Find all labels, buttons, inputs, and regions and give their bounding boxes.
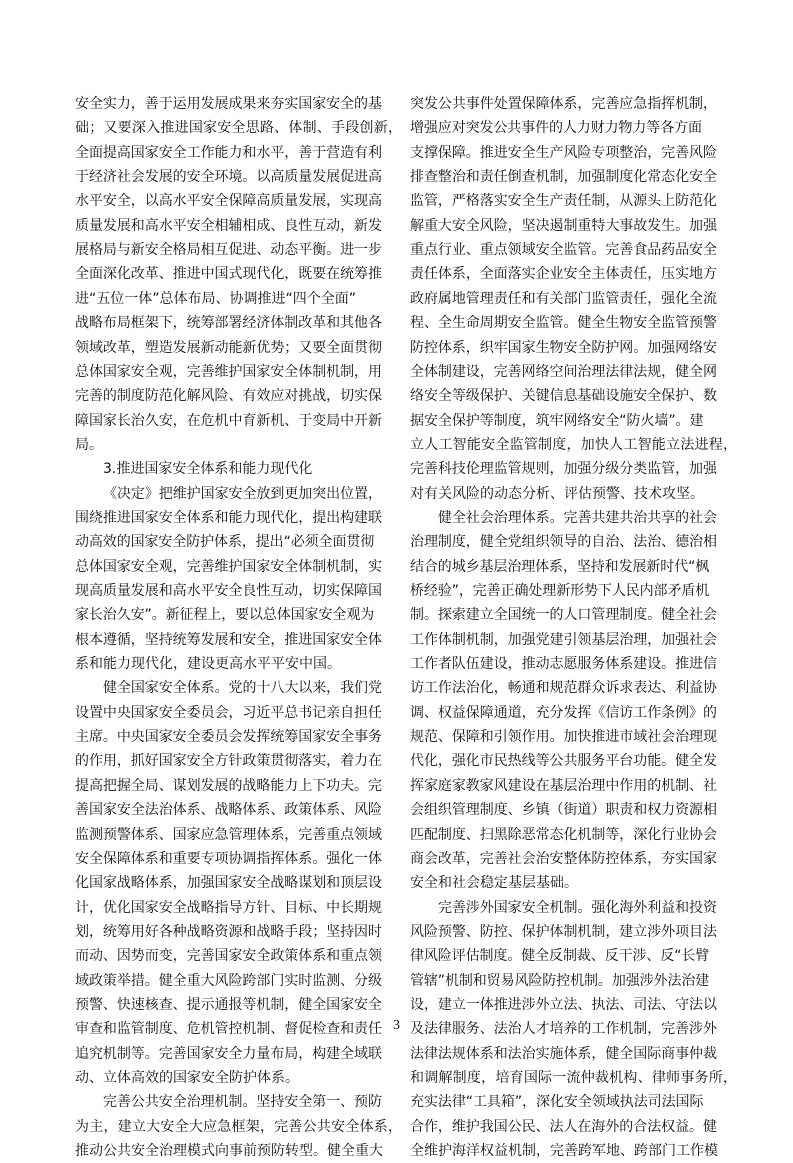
right-column-text-line: 工作体制机制，加强党建引领基层治理，加强社会	[410, 631, 717, 648]
right-column-text-line: 安全和社会稳定基层基础。	[410, 875, 578, 892]
right-column-text-line: 充实法律“工具箱”，深化安全领域执法司法国际	[410, 1094, 704, 1111]
right-column-text-line: 桥经验”，完善正确处理新形势下人民内部矛盾机	[410, 583, 710, 599]
right-column-text-line: 程、全生命周期安全监管。健全生物安全监管预警	[410, 315, 717, 332]
left-column-text-line: 根本遵循，坚持统筹发展和安全，推进国家安全体	[75, 631, 382, 648]
right-column-text-line: 挥家庭家教家风建设在基层治理中作用的机制、社	[410, 777, 717, 794]
left-column-text-line: 障国家长治久安，在危机中育新机、于变局中开新	[75, 412, 382, 429]
left-column-text-line: 现高质量发展和高水平安全良性互动，切实保障国	[75, 583, 382, 599]
right-column-text-line: 工作者队伍建设，推动志愿服务体系建设。推进信	[410, 656, 717, 673]
left-column-text-line: 设置中央国家安全委员会，习近平总书记亲自担任	[75, 704, 382, 721]
right-column-text-line: 完善科技伦理监管规则，加强分级分类监管，加强	[410, 461, 717, 478]
left-column-text-line: 的作用，抓好国家安全方针政策贯彻落实，着力在	[75, 753, 382, 770]
left-column-text-line: 战略布局框架下，统筹部署经济体制改革和其他各	[75, 315, 382, 332]
right-column-text-line: 责任体系，全面落实企业安全主体责任，压实地方	[410, 266, 717, 283]
right-column-text-line: 商会改革，完善社会治安整体防控体系，夯实国家	[410, 850, 717, 867]
left-column-text-line: 动、立体高效的国家安全防护体系。	[75, 1070, 299, 1086]
left-column-text-line: 推动公共安全治理模式向事前预防转型。健全重大	[75, 1143, 383, 1160]
right-column-text-line: 解重大安全风险，坚决遏制重特大事故发生。加强	[410, 217, 717, 234]
left-column-text-line: 安全保障体系和重要专项协调指挥体系。强化一体	[75, 850, 382, 867]
right-column-text-line: 监管，严格落实安全生产责任制，从源头上防范化	[410, 193, 717, 210]
right-column-text-line: 调、权益保障通道，充分发挥《信访工作条例》的	[410, 704, 717, 721]
right-column-text-line: 全体制建设，完善网络空间治理法律法规，健全网	[410, 363, 717, 380]
right-column-text-line: 全维护海洋权益机制，完善跨军地、跨部门工作模	[410, 1143, 718, 1160]
left-column-text-line: 总体国家安全观，完善维护国家安全体制机制，实	[75, 558, 382, 575]
right-column-text-line: 设，建立一体推进涉外立法、执法、司法、守法以	[410, 996, 717, 1013]
right-column-text-line: 法律法规体系和法治实施体系，健全国际商事仲裁	[410, 1045, 717, 1062]
right-column-text-line: 突发公共事件处置保障体系，完善应急指挥机制，	[410, 96, 717, 112]
left-column-text-line: 围绕推进国家安全体系和能力现代化，提出构建联	[75, 509, 382, 526]
right-column-text-line: 立人工智能安全监管制度，加快人工智能立法进程，	[410, 436, 738, 453]
right-column-text-line: 风险预警、防控、保护体制机制，建立涉外项目法	[410, 923, 717, 940]
left-column-text-line: 水平安全，以高水平安全保障高质量发展，实现高	[75, 193, 382, 210]
left-column-text-line: 础；又要深入推进国家安全思路、体制、手段创新，	[75, 120, 403, 137]
left-column-text-line: 而动、因势而变，完善国家安全政策体系和重点领	[75, 948, 382, 965]
left-column-text-line: 领域改革，塑造发展新动能新优势；又要全面贯彻	[75, 339, 382, 356]
left-column-text-line: 完善的制度防范化解风险、有效应对挑战，切实保	[75, 388, 382, 405]
right-column-text-line: 排查整治和责任倒查机制，加强制度化常态化安全	[410, 169, 717, 186]
right-column-text-line: 增强应对突发公共事件的人力财力物力等各方面	[410, 120, 702, 137]
right-column-text-line: 据安全保护等制度，筑牢网络安全“防火墙”。建	[410, 412, 704, 429]
right-column-text-line: 对有关风险的动态分析、评估预警、技术攻坚。	[410, 485, 704, 502]
right-column-text-line: 规范、保障和引领作用。加快推进市域社会治理现	[410, 729, 717, 746]
left-column-text-line: 展格局与新安全格局相互促进、动态平衡。进一步	[75, 242, 382, 259]
left-column-text-line: 划，统筹用好各种战略资源和战略手段；坚持因时	[75, 923, 382, 940]
right-column-text-line: 代化，强化市民热线等公共服务平台功能。健全发	[410, 753, 717, 770]
left-column-text-line: 审查和监管制度、危机管控机制、督促检查和责任	[75, 1021, 382, 1038]
right-column-text-line: 络安全等级保护、关键信息基础设施安全保护、数	[410, 388, 717, 405]
right-column-text-line: 结合的城乡基层治理体系，坚持和发展新时代“枫	[410, 558, 710, 575]
left-column-text-line: 3.推进国家安全体系和能力现代化	[103, 461, 313, 478]
right-column-text-line: 支撑保障。推进安全生产风险专项整治，完善风险	[410, 144, 717, 161]
right-column-text-line: 完善涉外国家安全机制。强化海外利益和投资	[438, 899, 717, 916]
left-column-text-line: 全面深化改革、推进中国式现代化，既要在统筹推	[75, 266, 382, 283]
left-column-text-line: 局。	[75, 436, 103, 453]
left-column-text-line: 健全国家安全体系。党的十八大以来，我们党	[103, 680, 382, 697]
right-column-text-line: 和调解制度，培育国际一流仲裁机构、律师事务所，	[410, 1070, 738, 1086]
left-column-text-line: 质量发展和高水平安全相辅相成、良性互动，新发	[75, 217, 382, 234]
left-column-text-line: 监测预警体系、国家应急管理体系，完善重点领域	[75, 826, 382, 843]
left-column-text-line: 家长治久安”。新征程上，要以总体国家安全观为	[75, 607, 375, 624]
right-column-text-line: 合作，维护我国公民、法人在海外的合法权益。健	[410, 1118, 717, 1135]
right-column-text-line: 会组织管理制度、乡镇（街道）职责和权力资源相	[410, 802, 717, 819]
left-column-text-line: 善国家安全法治体系、战略体系、政策体系、风险	[75, 802, 382, 819]
left-column-text-line: 化国家战略体系，加强国家安全战略谋划和顶层设	[75, 875, 382, 892]
right-column-text-line: 防控体系，织牢国家生物安全防护网。加强网络安	[410, 339, 717, 356]
left-column-text-line: 系和能力现代化，建设更高水平平安中国。	[75, 656, 341, 673]
left-column-text-line: 总体国家安全观，完善维护国家安全体制机制，用	[75, 363, 382, 380]
left-column-text-line: 计，优化国家安全战略指导方针、目标、中长期规	[75, 899, 382, 916]
left-column-text-line: 提高把握全局、谋划发展的战略能力上下功夫。完	[75, 777, 382, 794]
left-column-text-line: 为主，建立大安全大应急框架，完善公共安全体系，	[75, 1118, 403, 1135]
right-column-text-line: 制。探索建立全国统一的人口管理制度。健全社会	[410, 607, 717, 624]
right-column-text-line: 匹配制度、扫黑除恶常态化机制等，深化行业协会	[410, 826, 717, 843]
right-column-text-line: 重点行业、重点领域安全监管。完善食品药品安全	[410, 242, 717, 259]
page-number: 3	[393, 1018, 400, 1033]
left-column-text-line: 完善公共安全治理机制。坚持安全第一、预防	[103, 1094, 382, 1111]
left-column-text-line: 《决定》把维护国家安全放到更加突出位置，	[103, 485, 382, 502]
right-column-text-line: 治理制度，健全党组织领导的自治、法治、德治相	[410, 534, 717, 551]
right-column-text-line: 及法律服务、法治人才培养的工作机制，完善涉外	[410, 1021, 717, 1038]
right-column-text-line: 访工作法治化，畅通和规范群众诉求表达、利益协	[410, 680, 717, 697]
left-column-text-line: 追究机制等。完善国家安全力量布局，构建全域联	[75, 1045, 382, 1062]
left-column-text-line: 于经济社会发展的安全环境。以高质量发展促进高	[75, 169, 382, 186]
left-column-text-line: 预警、快速核查、提示通报等机制，健全国家安全	[75, 996, 382, 1013]
left-column-text-line: 进“五位一体”总体布局、协调推进“四个全面”	[75, 290, 357, 307]
left-column-text-line: 全面提高国家安全工作能力和水平，善于营造有利	[75, 144, 382, 161]
right-column-text-line: 律风险评估制度。健全反制裁、反干涉、反“长臂	[410, 948, 710, 965]
left-column-text-line: 域政策举措。健全重大风险跨部门实时监测、分级	[75, 972, 382, 989]
right-column-text-line: 管辖”机制和贸易风险防控机制。加强涉外法治建	[410, 972, 710, 989]
right-column-text-line: 政府属地管理责任和有关部门监管责任，强化全流	[410, 290, 717, 307]
right-column-text-line: 健全社会治理体系。完善共建共治共享的社会	[438, 509, 717, 526]
left-column-text-line: 安全实力，善于运用发展成果来夯实国家安全的基	[75, 96, 382, 112]
left-column-text-line: 主席。中央国家安全委员会发挥统筹国家安全事务	[75, 729, 382, 746]
left-column-text-line: 动高效的国家安全防护体系，提出“必须全面贯彻	[75, 534, 375, 551]
